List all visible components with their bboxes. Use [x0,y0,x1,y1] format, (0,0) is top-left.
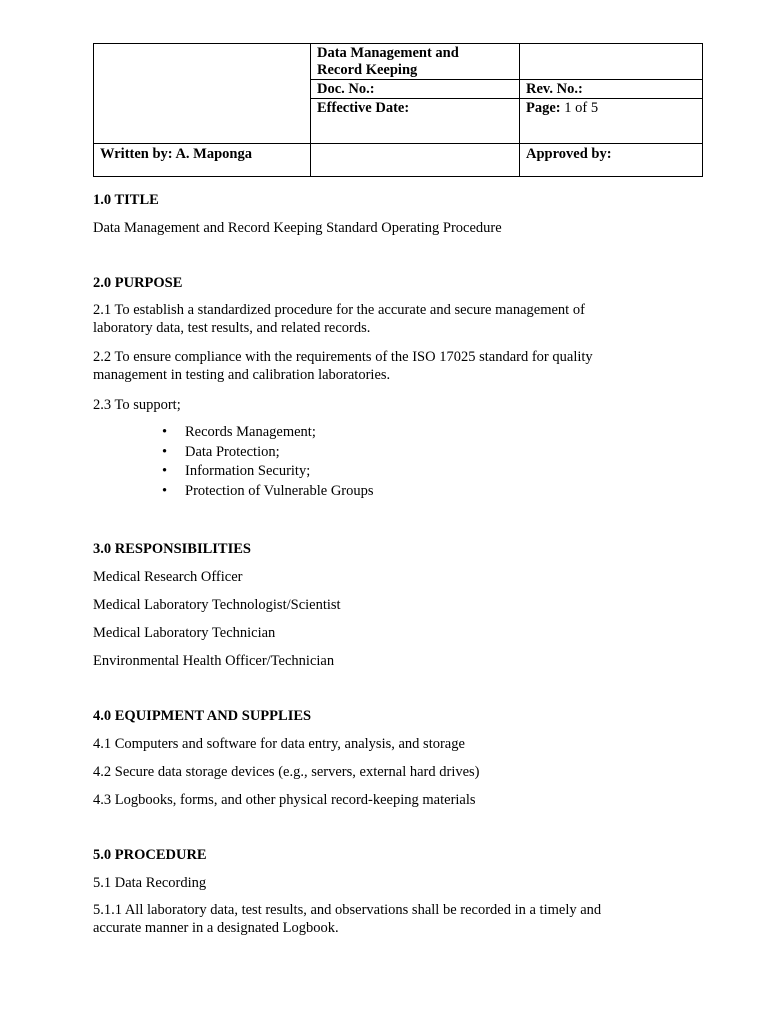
procedure-p1-line2: accurate manner in a designated Logbook. [93,920,339,936]
equipment-item: 4.3 Logbooks, forms, and other physical record-keeping materials [93,792,476,808]
bullet-icon: • [162,463,168,479]
written-by-cell [94,144,311,177]
purpose-p2-line2: management in testing and calibration laboratories. [93,367,391,383]
purpose-paragraph-1 [93,301,653,337]
purpose-paragraph-3: 2.3 To support; [93,397,181,413]
section-purpose-heading: 2.0 PURPOSE [93,275,183,291]
logo-cell [94,44,311,144]
equipment-item: 4.2 Secure data storage devices (e.g., servers, external hard drives) [93,764,480,780]
list-item: • Protection of Vulnerable Groups [93,482,653,502]
section-title-heading: 1.0 TITLE [93,192,159,208]
doc-no-label: Doc. No.: [317,81,375,97]
written-by-label: Written by: A. Maponga [100,146,252,162]
rev-no-cell [520,80,703,99]
section-procedure-heading: 5.0 PROCEDURE [93,847,207,863]
doc-title-blank-cell [520,44,703,80]
section-title-text: Data Management and Record Keeping Standard Operating Procedure [93,220,502,236]
bullet-icon: • [162,443,168,460]
approved-by-label: Approved by: [526,146,612,162]
rev-no-label: Rev. No.: [526,81,583,97]
purpose-paragraph-2 [93,348,653,384]
purpose-bullet-list [93,423,653,501]
equipment-item: 4.1 Computers and software for data entry, analysis, and storage [93,736,465,752]
purpose-p1-line2: laboratory data, test results, and related records. [93,320,371,336]
document-header-table [93,43,703,177]
page-label: Page: [526,100,561,116]
bullet-icon: • [162,482,168,499]
responsibility-item: Environmental Health Officer/Technician [93,653,335,669]
procedure-subheading: 5.1 Data Recording [93,875,207,891]
approved-by-cell [520,144,703,177]
doc-title-cell [311,44,520,80]
procedure-p1-line1: 5.1.1 All laboratory data, test results, and observations shall be recorded in a timely and [93,902,602,918]
doc-no-cell [311,80,520,99]
purpose-p2-line1: 2.2 To ensure compliance with the requirements of the ISO 17025 standard for quality [93,349,593,365]
page-cell [520,99,703,144]
doc-title-line2: Record Keeping [317,62,418,78]
page-value: 1 of 5 [564,100,599,116]
list-item: • Data Protection; [93,443,653,463]
bullet-icon: • [162,424,168,440]
effective-date-label: Effective Date: [317,100,410,116]
list-item: • Records Management; [93,423,653,443]
signature-blank-cell [311,144,520,177]
responsibility-item: Medical Laboratory Technologist/Scientist [93,597,341,613]
purpose-p1-line1: 2.1 To establish a standardized procedure for the accurate and secure management of [93,302,585,318]
document-body [93,190,653,948]
responsibility-item: Medical Research Officer [93,569,243,585]
list-item: • Information Security; [93,462,653,482]
section-responsibilities-heading: 3.0 RESPONSIBILITIES [93,541,251,557]
procedure-paragraph-1 [93,901,653,937]
responsibility-item: Medical Laboratory Technician [93,625,276,641]
effective-date-cell [311,99,520,144]
doc-title-line1: Data Management and [317,45,459,61]
section-equipment-heading: 4.0 EQUIPMENT AND SUPPLIES [93,708,312,724]
